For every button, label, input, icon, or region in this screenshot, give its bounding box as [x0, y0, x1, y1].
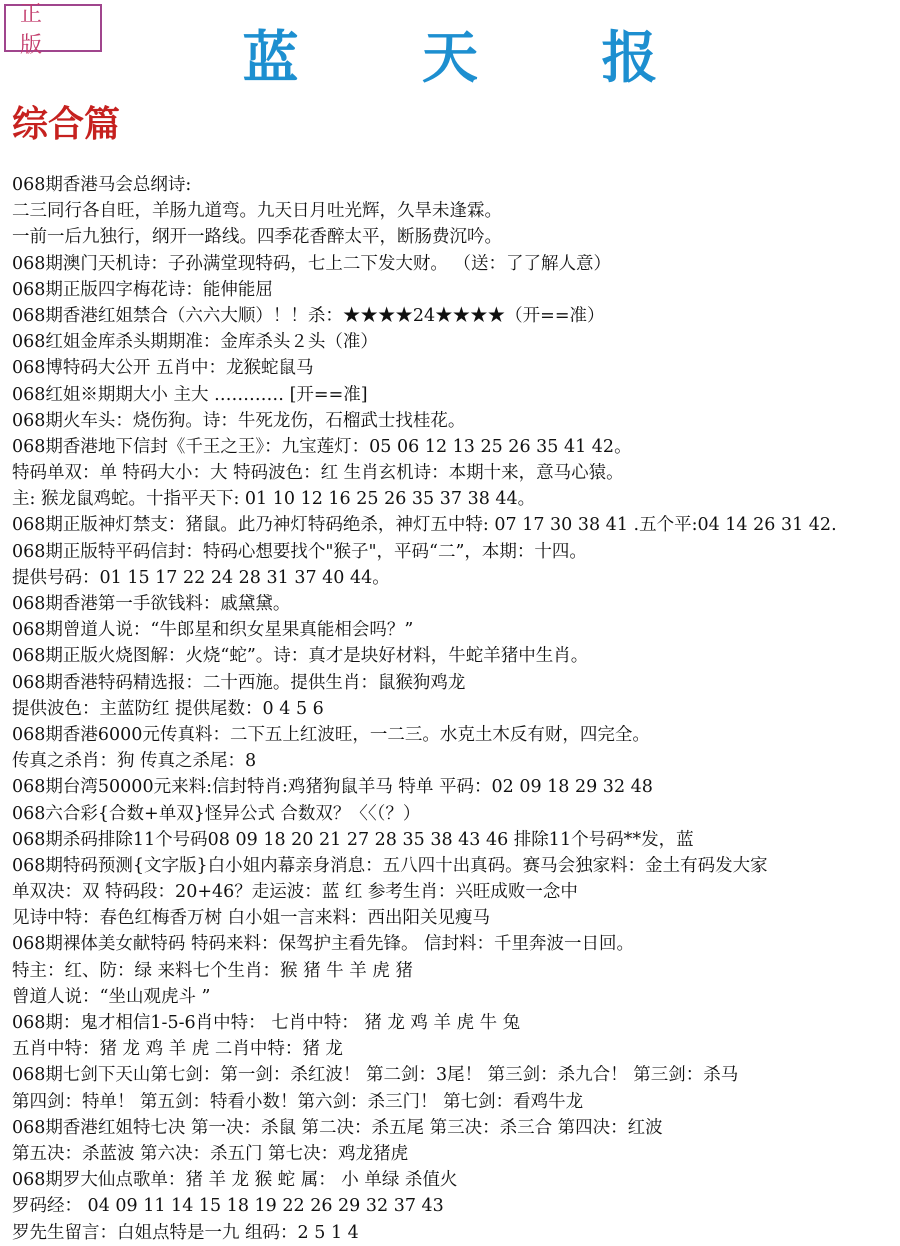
text-line: 二三同行各自旺，羊肠九道弯。九天日月吐光辉，久旱未逢霖。 [12, 201, 502, 222]
text-line: 068期台湾50000元来料:信封特肖:鸡猪狗鼠羊马 特单 平码：02 09 18 29 32 48 [12, 777, 653, 798]
text-line: 068期香港特码精选报：二十西施。提供生肖：鼠猴狗鸡龙 [12, 672, 466, 693]
text-line: 068期正版神灯禁支：猪鼠。此乃神灯特码绝杀，神灯五中特: 07 17 30 38 41 .五个平:04 14 26 31 42. [12, 515, 837, 536]
text-line: 提供波色：主蓝防红 提供尾数：0 4 5 6 [12, 698, 324, 719]
text-line: 068期特码预测{文字版}白小姐内幕亲身消息：五八四十出真码。赛马会独家料：金土有码发大家 [12, 855, 768, 876]
text-line: 068六合彩{合数+单双}怪异公式 合数双？〈〈（？） [12, 803, 421, 824]
text-line: 068红姐※期期大小 主大 ………… [开==准] [12, 384, 368, 405]
edition-badge: 正 版 [4, 4, 102, 52]
text-line: 068期澳门天机诗：子孙满堂现特码，七上二下发大财。 （送：了了解人意） [12, 253, 611, 274]
text-line: 一前一后九独行，纲开一路线。四季花香醉太平，断肠费沉吟。 [12, 227, 502, 248]
text-line: 068期正版火烧图解：火烧“蛇”。诗：真才是块好材料，牛蛇羊猪中生肖。 [12, 646, 589, 667]
text-line: 主: 猴龙鼠鸡蛇。十指平天下: 01 10 12 16 25 26 35 37 38 44。 [12, 489, 536, 510]
text-line: 罗码经： 04 09 11 14 15 18 19 22 26 29 32 37 43 [12, 1196, 444, 1217]
text-line: 068期香港6000元传真料：二下五上红波旺，一二三。水克土木反有财，四完全。 [12, 724, 650, 745]
text-line: 第五决：杀蓝波 第六决：杀五门 第七决：鸡龙猪虎 [12, 1143, 409, 1164]
text-line: 068期香港地下信封《千王之王》：九宝莲灯：05 06 12 13 25 26 35 41 42。 [12, 436, 632, 457]
text-line: 第四剑：特单！ 第五剑：特看小数！第六剑：杀三门！ 第七剑：看鸡牛龙 [12, 1091, 584, 1112]
text-line: 特码单双：单 特码大小：大 特码波色：红 生肖玄机诗：本期十来，意马心猿。 [12, 463, 624, 484]
text-line: 传真之杀肖：狗 传真之杀尾：8 [12, 751, 257, 772]
text-line: 曾道人说：“坐山观虎斗 ” [12, 986, 211, 1007]
text-line: 068博特码大公开 五肖中：龙猴蛇鼠马 [12, 358, 314, 379]
text-line: 068期曾道人说：“牛郎星和织女星果真能相会吗？” [12, 620, 414, 641]
text-line: 068期正版四字梅花诗：能伸能屈 [12, 279, 273, 300]
text-line: 单双决：双 特码段：20+46？走运波：蓝 红 参考生肖：兴旺成败一念中 [12, 882, 578, 903]
text-line: 068期杀码排除11个号码08 09 18 20 21 27 28 35 38 43 46 排除11个号码**发，蓝 [12, 829, 694, 850]
text-line: 068红姐金库杀头期期准：金库杀头２头（准） [12, 332, 378, 353]
text-line: 068期香港马会总纲诗: [12, 175, 192, 195]
page-title: 蓝 天 报 [242, 25, 710, 91]
text-line: 五肖中特：猪 龙 鸡 羊 虎 二肖中特：猪 龙 [12, 1039, 343, 1060]
content-body [12, 172, 898, 1246]
text-line: 见诗中特：春色红梅香万树 白小姐一言来料：西出阳关见瘦马 [12, 908, 491, 929]
text-line: 罗先生留言：白姐点特是一九 组码：2 5 1 4 [12, 1222, 359, 1243]
text-line: 068期：鬼才相信1-5-6肖中特： 七肖中特： 猪 龙 鸡 羊 虎 牛 兔 [12, 1013, 521, 1033]
section-heading: 综合篇 [12, 103, 121, 145]
text-line: 068期香港红姐禁合（六六大顺）！！杀：★★★★24★★★★（开==准） [12, 305, 605, 326]
text-line: 特主：红、防：绿 来料七个生肖：猴 猪 牛 羊 虎 猪 [12, 960, 413, 981]
text-line: 068期香港第一手欲钱料：戚黛黛。 [12, 594, 291, 614]
text-line: 提供号码：01 15 17 22 24 28 31 37 40 44。 [12, 567, 390, 588]
text-line: 068期罗大仙点歌单：猪 羊 龙 猴 蛇 属： 小 单绿 杀值火 [12, 1170, 458, 1191]
text-line: 068期裸体美女献特码 特码来料：保驾护主看先锋。 信封料：千里奔波一日回。 [12, 934, 635, 955]
text-line: 068期火车头：烧伤狗。诗：牛死龙伤，石榴武士找桂花。 [12, 410, 466, 431]
text-line: 068期香港红姐特七决 第一决：杀鼠 第二决：杀五尾 第三决：杀三合 第四决：红波 [12, 1117, 663, 1138]
text-line: 068期正版特平码信封：特码心想要找个"猴子"，平码“二”，本期：十四。 [12, 541, 587, 562]
text-line: 068期七剑下天山第七剑：第一剑：杀红波！ 第二剑：3尾！ 第三剑：杀九合！ 第三剑：杀马 [12, 1065, 739, 1086]
